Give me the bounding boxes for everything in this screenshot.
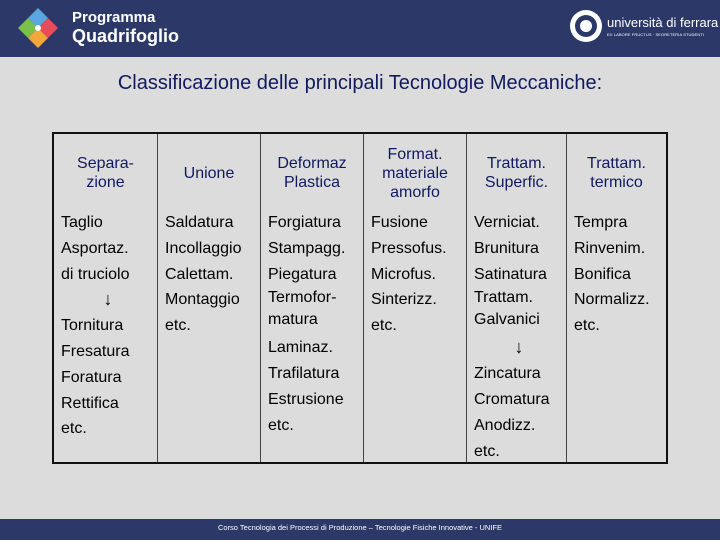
brand-line2: Quadrifoglio	[72, 26, 179, 46]
list-item: di truciolo	[61, 265, 130, 283]
arrow-down-icon: ↓	[103, 289, 113, 310]
list-item: Cromatura	[474, 390, 550, 408]
column-deformazione	[260, 134, 363, 462]
column-header: Trattam. termico	[587, 155, 646, 191]
list-item: Brunitura	[474, 239, 539, 257]
column-items	[268, 210, 361, 439]
clover-logo-icon	[14, 4, 62, 52]
list-item: Stampagg.	[268, 239, 346, 257]
column-trattamenti-termici	[566, 134, 666, 462]
list-item: Taglio	[61, 214, 103, 231]
list-item: etc.	[165, 317, 191, 335]
column-formatura	[363, 134, 466, 462]
list-item: etc.	[61, 420, 87, 438]
arrow-down-icon: ↓	[514, 337, 524, 358]
list-item: Asportaz.	[61, 239, 129, 257]
list-item: Rinvenim.	[574, 239, 646, 257]
list-item: Trafilatura	[268, 365, 340, 383]
column-items	[165, 210, 258, 339]
list-item: Fusione	[371, 214, 428, 231]
list-item: Sinterizz.	[371, 291, 437, 309]
list-item: Termofor- matura	[268, 289, 337, 329]
column-items	[474, 210, 564, 464]
list-item: Estrusione	[268, 390, 344, 408]
university-name: università di ferrara	[607, 15, 719, 30]
list-item: Bonifica	[574, 265, 631, 283]
header-bar	[0, 0, 720, 57]
list-item: Pressofus.	[371, 239, 447, 257]
brand-name	[72, 9, 179, 45]
column-header: Unione	[183, 164, 235, 182]
column-items	[61, 210, 155, 442]
column-separazione	[54, 134, 157, 462]
column-items	[371, 210, 464, 339]
list-item: etc.	[474, 442, 500, 460]
list-item: Tempra	[574, 214, 628, 231]
list-item: etc.	[574, 317, 600, 335]
list-item: Montaggio	[165, 291, 240, 309]
list-item: Forgiatura	[268, 214, 341, 231]
list-item: Fresatura	[61, 342, 130, 360]
university-tagline: EX LABORE FRUCTUS · SEGRETERIA STUDENTI	[607, 32, 705, 37]
column-header: Separa- zione	[77, 155, 134, 191]
brand-line1: Programma	[72, 9, 156, 26]
university-logo	[570, 10, 719, 46]
footer-bar	[0, 519, 720, 540]
list-item: Rettifica	[61, 394, 119, 412]
list-item: Satinatura	[474, 265, 547, 283]
list-item: Saldatura	[165, 214, 234, 231]
list-item: Tornitura	[61, 317, 124, 335]
list-item: Microfus.	[371, 265, 436, 283]
technologies-table	[52, 132, 668, 464]
column-trattamenti-superficiali	[466, 134, 566, 462]
university-seal-icon	[570, 10, 602, 42]
column-items	[574, 210, 664, 339]
footer-text: Corso Tecnologia dei Processi di Produzione – Tecnologie Fisiche Innovative - UNIFE	[217, 523, 503, 532]
list-item: Foratura	[61, 368, 122, 386]
column-unione	[157, 134, 260, 462]
list-item: Calettam.	[165, 265, 234, 283]
list-item: Anodizz.	[474, 416, 536, 434]
list-item: etc.	[268, 416, 294, 434]
list-item: Normalizz.	[574, 291, 650, 309]
list-item: Laminaz.	[268, 339, 333, 357]
column-header: Trattam. Superfic.	[484, 155, 549, 191]
list-item: Verniciat.	[474, 214, 540, 231]
list-item: etc.	[371, 317, 397, 335]
list-item: Piegatura	[268, 265, 337, 283]
list-item: Incollaggio	[165, 239, 242, 257]
column-header: Format. materiale amorfo	[382, 145, 448, 201]
list-item: Zincatura	[474, 365, 541, 383]
page-title: Classificazione delle principali Tecnologie Meccaniche:	[117, 72, 603, 94]
column-header: Deformaz Plastica	[277, 155, 347, 191]
list-item: Trattam. Galvanici	[474, 289, 540, 329]
